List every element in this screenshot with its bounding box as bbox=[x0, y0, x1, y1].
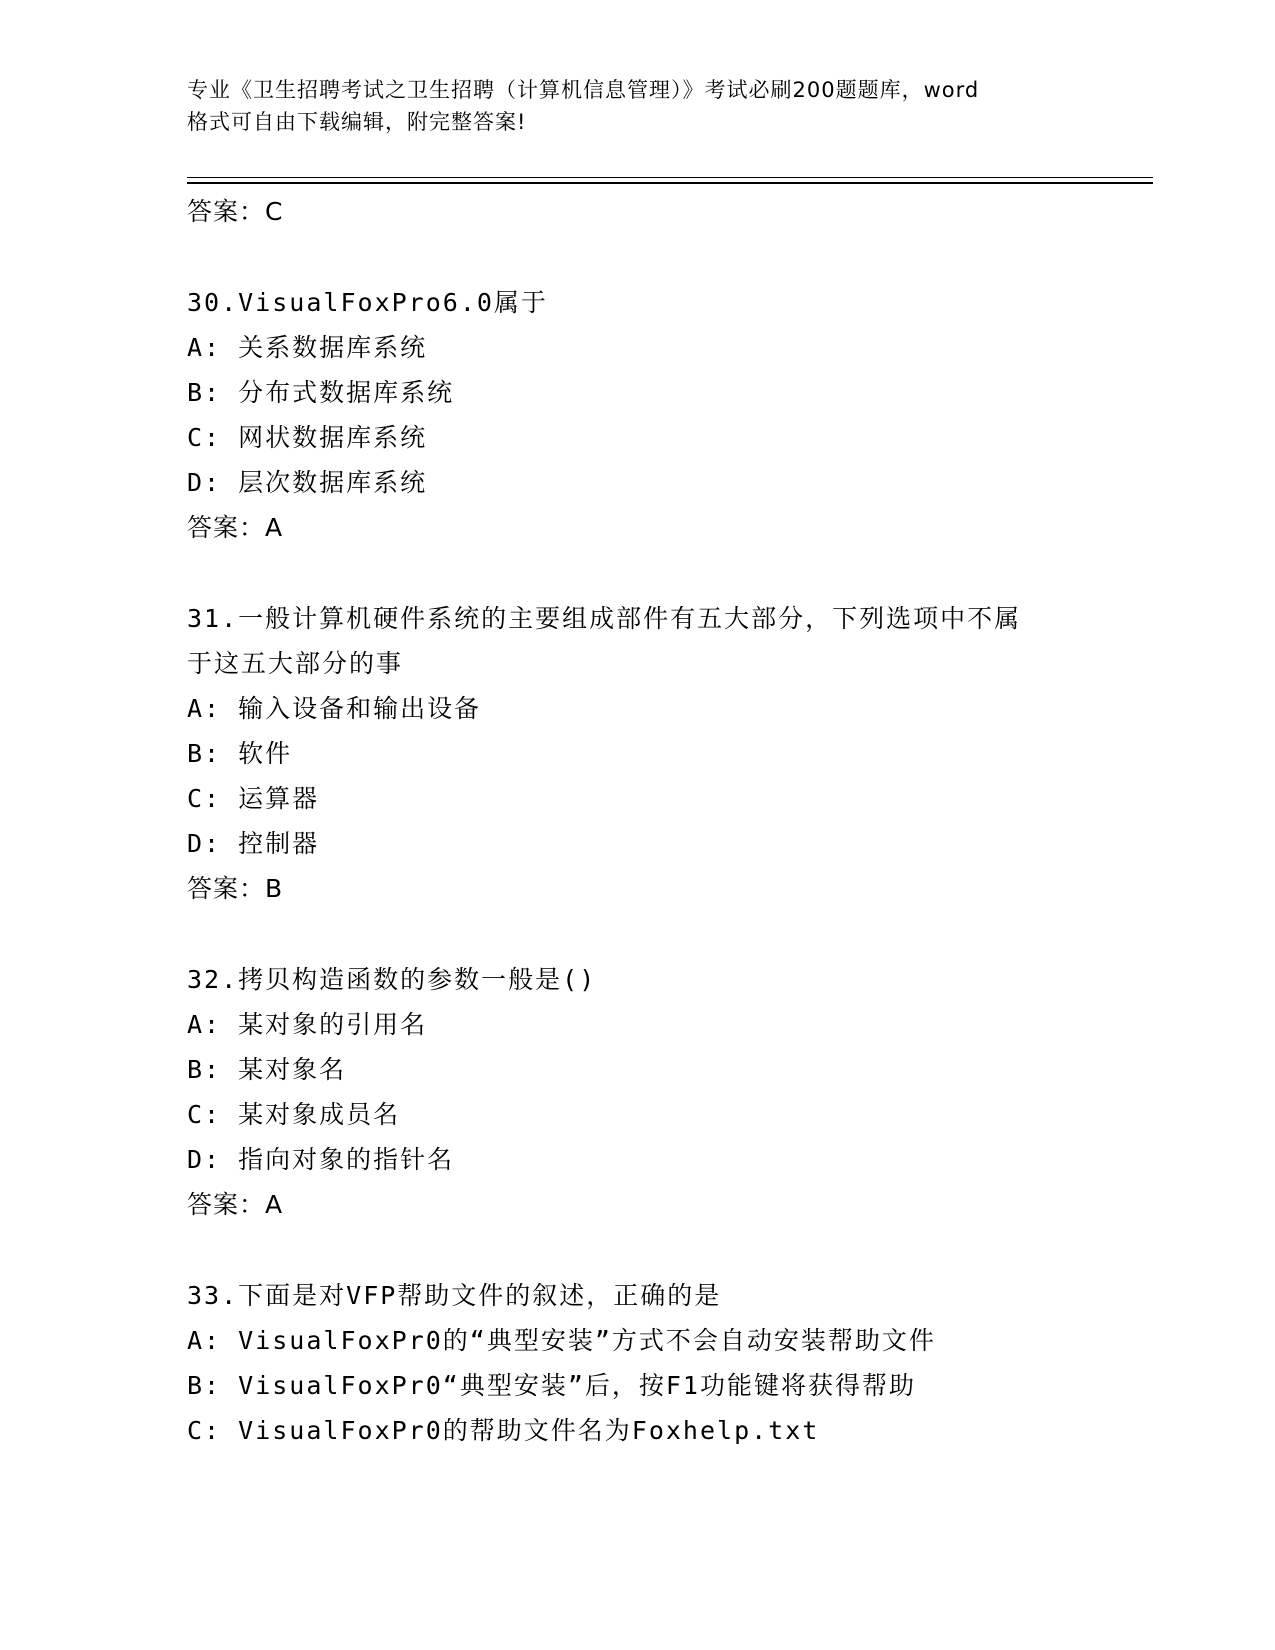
question-text-line-1: 31.一般计算机硬件系统的主要组成部件有五大部分，下列选项中不属 bbox=[187, 604, 1022, 633]
question-list bbox=[187, 189, 1087, 1453]
question-text-line-2: 于这五大部分的事 bbox=[187, 649, 404, 678]
question-text: 32.拷贝构造函数的参数一般是() bbox=[187, 965, 597, 994]
option-b: B: VisualFoxPr0“典型安装”后，按F1功能键将获得帮助 bbox=[187, 1371, 916, 1400]
question-text: 30.VisualFoxPro6.0属于 bbox=[187, 288, 548, 317]
header-rule-thick bbox=[187, 182, 1153, 184]
spacer bbox=[187, 550, 1087, 596]
question-block-30 bbox=[187, 280, 1087, 550]
option-b: B: 某对象名 bbox=[187, 1055, 347, 1084]
option-b: B: 分布式数据库系统 bbox=[187, 378, 455, 407]
spacer bbox=[187, 1227, 1087, 1273]
option-d: D: 层次数据库系统 bbox=[187, 468, 428, 497]
option-b: B: 软件 bbox=[187, 739, 293, 768]
header-line-1: 专业《卫生招聘考试之卫生招聘（计算机信息管理）》考试必刷200题题库，word bbox=[187, 78, 980, 102]
question-block-33 bbox=[187, 1273, 1087, 1453]
option-c: C: 某对象成员名 bbox=[187, 1100, 401, 1129]
header-line-2: 格式可自由下载编辑，附完整答案! bbox=[187, 110, 527, 134]
answer: 答案：B bbox=[187, 874, 284, 903]
document-header bbox=[187, 74, 1087, 138]
spacer bbox=[187, 911, 1087, 957]
answer-29: 答案：C bbox=[187, 197, 284, 226]
option-d: D: 控制器 bbox=[187, 829, 320, 858]
header-rule-thin bbox=[187, 177, 1153, 178]
question-block-31 bbox=[187, 596, 1087, 911]
question-text: 33.下面是对VFP帮助文件的叙述，正确的是 bbox=[187, 1281, 722, 1310]
option-c: C: 运算器 bbox=[187, 784, 320, 813]
answer: 答案：A bbox=[187, 1190, 284, 1219]
option-d: D: 指向对象的指针名 bbox=[187, 1145, 455, 1174]
option-a: A: VisualFoxPr0的“典型安装”方式不会自动安装帮助文件 bbox=[187, 1326, 936, 1355]
option-c: C: VisualFoxPr0的帮助文件名为Foxhelp.txt bbox=[187, 1416, 820, 1445]
option-a: A: 某对象的引用名 bbox=[187, 1010, 428, 1039]
spacer bbox=[187, 234, 1087, 280]
option-c: C: 网状数据库系统 bbox=[187, 423, 428, 452]
answer: 答案：A bbox=[187, 513, 284, 542]
option-a: A: 关系数据库系统 bbox=[187, 333, 428, 362]
question-block-32 bbox=[187, 957, 1087, 1227]
option-a: A: 输入设备和输出设备 bbox=[187, 694, 482, 723]
